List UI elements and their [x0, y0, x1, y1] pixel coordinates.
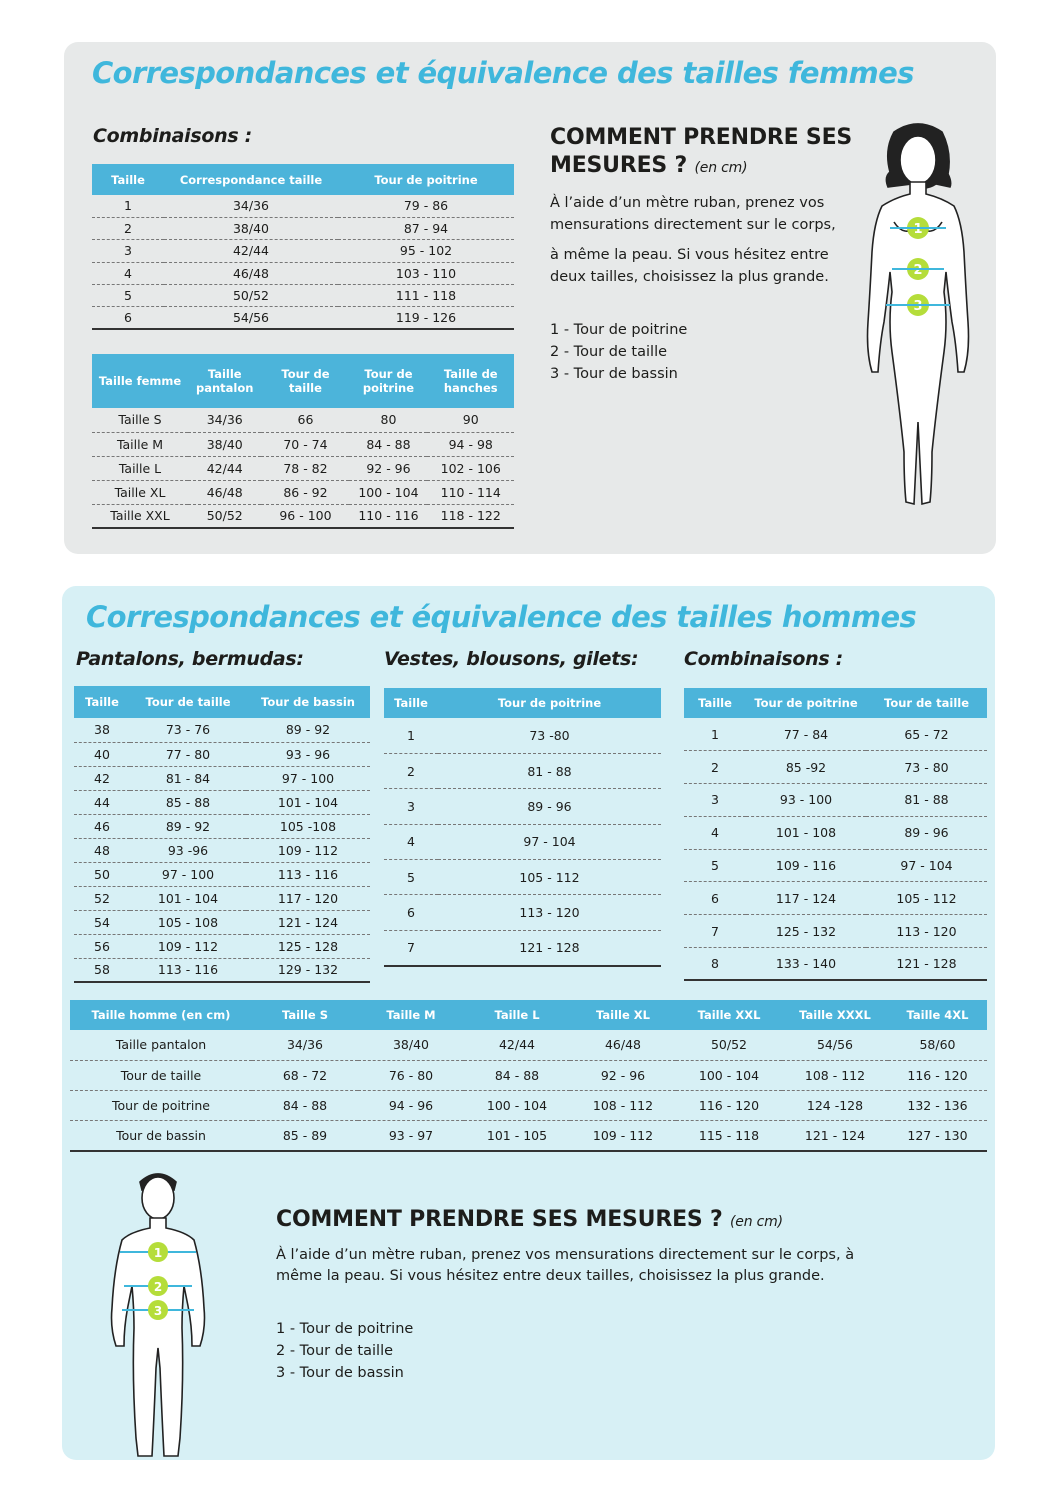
table-cell: 105 - 108	[130, 910, 246, 934]
marker-label: 1	[913, 222, 923, 237]
table-cell: 8	[684, 948, 746, 981]
men-size-panel	[62, 586, 995, 1460]
table-cell: Taille XL	[92, 480, 188, 504]
table-cell: 86 - 92	[261, 480, 349, 504]
marker-label: 1	[153, 1246, 163, 1260]
table-cell: 46/48	[164, 262, 338, 284]
table-cell: 97 - 100	[130, 862, 246, 886]
table-cell: 94 - 98	[427, 432, 514, 456]
table-cell: 113 - 120	[866, 915, 987, 948]
men-title: Correspondances et équivalence des tailles hommes	[86, 600, 917, 634]
table-cell: 89 - 92	[130, 814, 246, 838]
table-row	[74, 886, 370, 910]
table-cell: 84 - 88	[464, 1060, 570, 1090]
table-row	[74, 862, 370, 886]
measure-item: 3 - Tour de bassin	[550, 366, 678, 382]
table-cell: 121 - 124	[782, 1121, 888, 1151]
table-cell: 54	[74, 910, 130, 934]
table-cell: 124 -128	[782, 1090, 888, 1120]
women-howto-title	[550, 124, 852, 182]
men-howto-title	[276, 1206, 783, 1236]
table-cell: 127 - 130	[888, 1121, 987, 1151]
table-cell: 118 - 122	[427, 504, 514, 528]
col-header: Taille XL	[570, 1000, 676, 1030]
table-cell: 93 - 96	[246, 742, 370, 766]
table-cell: 1	[384, 718, 438, 753]
table-cell: 4	[384, 824, 438, 859]
table-cell: Taille XXL	[92, 504, 188, 528]
table-cell: 2	[684, 751, 746, 784]
marker-label: 3	[913, 299, 923, 314]
howto-title-line: MESURES ?	[550, 153, 688, 178]
table-cell: 48	[74, 838, 130, 862]
table-cell: 101 - 105	[464, 1121, 570, 1151]
table-cell: 42/44	[464, 1030, 570, 1060]
measure-item: 3 - Tour de bassin	[276, 1365, 404, 1381]
table-cell: 3	[384, 789, 438, 824]
table-cell: 42/44	[188, 456, 261, 480]
table-cell: 117 - 124	[746, 882, 866, 915]
table-row	[74, 934, 370, 958]
col-header: Tour de poitrine	[746, 688, 866, 718]
woman-figure-illustration	[854, 122, 984, 522]
table-row	[92, 262, 514, 284]
men-howto-para: À l’aide d’un mètre ruban, prenez vos mensurations directement sur le corps, à même la peau. Si vous hésitez entre deux tailles, choisissez la plus grande.	[276, 1247, 855, 1284]
table-cell: 44	[74, 790, 130, 814]
table-cell: 105 - 112	[438, 860, 661, 895]
men-vest-table	[384, 688, 661, 967]
table-cell: 93 - 97	[358, 1121, 464, 1151]
table-cell: 46/48	[188, 480, 261, 504]
table-cell: 6	[684, 882, 746, 915]
table-row	[92, 285, 514, 307]
table-cell: 101 - 104	[130, 886, 246, 910]
col-header: Taille 4XL	[888, 1000, 987, 1030]
table-cell: 76 - 80	[358, 1060, 464, 1090]
table-row	[70, 1030, 987, 1060]
table-cell: 78 - 82	[261, 456, 349, 480]
table-cell: 65 - 72	[866, 718, 987, 751]
table-cell: 42	[74, 766, 130, 790]
women-title: Correspondances et équivalence des tailles femmes	[92, 56, 914, 90]
women-howto-para2: à même la peau. Si vous hésitez entre deux tailles, choisissez la plus grande.	[550, 247, 829, 285]
table-cell: 85 -92	[746, 751, 866, 784]
table-cell: 92 - 96	[349, 456, 427, 480]
col-header: Tour de taille	[261, 354, 349, 408]
table-row	[92, 408, 514, 432]
col-header: Taille	[684, 688, 746, 718]
table-cell: 50/52	[676, 1030, 782, 1060]
col-header: Tour de poitrine	[438, 688, 661, 718]
table-cell: 100 - 104	[349, 480, 427, 504]
col-header: Correspondance taille	[164, 164, 338, 195]
table-cell: 56	[74, 934, 130, 958]
table-cell: 129 - 132	[246, 958, 370, 982]
table-cell: 73 - 76	[130, 718, 246, 742]
table-row	[384, 753, 661, 788]
unit-label: (en cm)	[730, 1214, 783, 1230]
table-cell: 50/52	[188, 504, 261, 528]
table-cell: Taille pantalon	[70, 1030, 252, 1060]
table-cell: 52	[74, 886, 130, 910]
table-row	[92, 480, 514, 504]
table-cell: 38/40	[358, 1030, 464, 1060]
table-row	[74, 790, 370, 814]
table-cell: 84 - 88	[252, 1090, 358, 1120]
table-cell: 3	[684, 784, 746, 817]
table-cell: 109 - 112	[570, 1121, 676, 1151]
col-header: Taille de hanches	[427, 354, 514, 408]
table-row	[684, 816, 987, 849]
table-cell: 105 -108	[246, 814, 370, 838]
table-cell: 70 - 74	[261, 432, 349, 456]
table-cell: 1	[684, 718, 746, 751]
table-cell: 101 - 108	[746, 816, 866, 849]
table-row	[74, 766, 370, 790]
men-size-table	[70, 1000, 987, 1152]
table-cell: 109 - 112	[130, 934, 246, 958]
table-row	[684, 915, 987, 948]
table-row	[70, 1060, 987, 1090]
col-header: Tour de bassin	[246, 686, 370, 718]
col-header: Taille XXXL	[782, 1000, 888, 1030]
table-row	[92, 217, 514, 239]
table-cell: 115 - 118	[676, 1121, 782, 1151]
table-cell: 110 - 114	[427, 480, 514, 504]
table-cell: Tour de taille	[70, 1060, 252, 1090]
col-header: Taille M	[358, 1000, 464, 1030]
table-cell: Taille S	[92, 408, 188, 432]
table-row	[384, 789, 661, 824]
col-header: Taille XXL	[676, 1000, 782, 1030]
col-header: Taille homme (en cm)	[70, 1000, 252, 1030]
table-cell: 89 - 96	[866, 816, 987, 849]
table-row	[684, 849, 987, 882]
table-cell: 77 - 80	[130, 742, 246, 766]
table-cell: 125 - 128	[246, 934, 370, 958]
table-cell: 117 - 120	[246, 886, 370, 910]
table-row	[92, 432, 514, 456]
women-combi-title: Combinaisons :	[93, 125, 252, 147]
col-header: Tour de poitrine	[338, 164, 514, 195]
table-row	[92, 240, 514, 262]
women-size-panel	[64, 42, 996, 554]
col-header: Taille	[384, 688, 438, 718]
measure-item: 1 - Tour de poitrine	[550, 322, 688, 338]
marker-label: 3	[153, 1304, 163, 1318]
table-cell: 102 - 106	[427, 456, 514, 480]
table-cell: 133 - 140	[746, 948, 866, 981]
table-row	[74, 910, 370, 934]
col-header: Taille pantalon	[188, 354, 261, 408]
table-row	[384, 824, 661, 859]
men-vest-title: Vestes, blousons, gilets:	[384, 648, 639, 670]
table-cell: 38/40	[164, 217, 338, 239]
table-cell: 96 - 100	[261, 504, 349, 528]
table-cell: 109 - 112	[246, 838, 370, 862]
table-cell: 111 - 118	[338, 285, 514, 307]
col-header: Taille	[92, 164, 164, 195]
table-cell: 73 - 80	[866, 751, 987, 784]
table-cell: 87 - 94	[338, 217, 514, 239]
howto-title-line: COMMENT PRENDRE SES MESURES ?	[276, 1207, 723, 1232]
table-cell: 105 - 112	[866, 882, 987, 915]
marker-label: 2	[913, 263, 923, 278]
table-row	[74, 814, 370, 838]
table-row	[92, 307, 514, 329]
table-cell: 34/36	[252, 1030, 358, 1060]
table-cell: 7	[384, 930, 438, 965]
table-cell: 68 - 72	[252, 1060, 358, 1090]
table-cell: 80	[349, 408, 427, 432]
table-cell: 1	[92, 195, 164, 217]
table-row	[70, 1121, 987, 1151]
table-cell: 84 - 88	[349, 432, 427, 456]
table-cell: 5	[684, 849, 746, 882]
women-howto-para1: À l’aide d’un mètre ruban, prenez vos mensurations directement sur le corps,	[550, 195, 836, 233]
table-cell: 4	[92, 262, 164, 284]
table-cell: 100 - 104	[464, 1090, 570, 1120]
table-cell: 73 -80	[438, 718, 661, 753]
table-cell: 38	[74, 718, 130, 742]
table-cell: 54/56	[164, 307, 338, 329]
marker-label: 2	[153, 1280, 163, 1294]
table-cell: 116 - 120	[888, 1060, 987, 1090]
table-cell: 54/56	[782, 1030, 888, 1060]
table-cell: 93 - 100	[746, 784, 866, 817]
table-cell: 92 - 96	[570, 1060, 676, 1090]
women-combi-table	[92, 164, 514, 330]
table-cell: 108 - 112	[570, 1090, 676, 1120]
table-cell: 5	[384, 860, 438, 895]
col-header: Tour de taille	[130, 686, 246, 718]
table-cell: Taille L	[92, 456, 188, 480]
table-cell: 50	[74, 862, 130, 886]
col-header: Taille femme	[92, 354, 188, 408]
table-cell: 94 - 96	[358, 1090, 464, 1120]
table-cell: 116 - 120	[676, 1090, 782, 1120]
table-cell: 58	[74, 958, 130, 982]
table-cell: 34/36	[164, 195, 338, 217]
table-cell: 97 - 104	[866, 849, 987, 882]
table-cell: 132 - 136	[888, 1090, 987, 1120]
table-cell: 81 - 84	[130, 766, 246, 790]
table-cell: 42/44	[164, 240, 338, 262]
table-cell: 85 - 88	[130, 790, 246, 814]
table-row	[384, 860, 661, 895]
table-row	[384, 895, 661, 930]
table-cell: 46	[74, 814, 130, 838]
col-header: Taille	[74, 686, 130, 718]
table-cell: 97 - 100	[246, 766, 370, 790]
table-row	[74, 838, 370, 862]
table-cell: 108 - 112	[782, 1060, 888, 1090]
table-cell: 119 - 126	[338, 307, 514, 329]
men-combi-table	[684, 688, 987, 981]
table-cell: 95 - 102	[338, 240, 514, 262]
table-cell: 40	[74, 742, 130, 766]
men-pant-table	[74, 686, 370, 983]
table-row	[74, 718, 370, 742]
table-cell: Tour de bassin	[70, 1121, 252, 1151]
table-cell: 81 - 88	[866, 784, 987, 817]
table-cell: 110 - 116	[349, 504, 427, 528]
table-cell: 6	[384, 895, 438, 930]
table-cell: 50/52	[164, 285, 338, 307]
man-figure-illustration	[102, 1168, 214, 1460]
measure-item: 1 - Tour de poitrine	[276, 1321, 414, 1337]
table-cell: 113 - 120	[438, 895, 661, 930]
table-cell: 3	[92, 240, 164, 262]
table-row	[684, 948, 987, 981]
howto-title-line: COMMENT PRENDRE SES	[550, 125, 853, 150]
table-row	[92, 504, 514, 528]
table-row	[92, 195, 514, 217]
men-combi-title: Combinaisons :	[684, 648, 843, 670]
table-cell: 97 - 104	[438, 824, 661, 859]
table-cell: 113 - 116	[246, 862, 370, 886]
measure-item: 2 - Tour de taille	[550, 344, 668, 360]
table-cell: 38/40	[188, 432, 261, 456]
table-cell: 93 -96	[130, 838, 246, 862]
table-cell: 79 - 86	[338, 195, 514, 217]
table-cell: 121 - 128	[866, 948, 987, 981]
table-cell: 101 - 104	[246, 790, 370, 814]
table-row	[92, 456, 514, 480]
table-cell: 6	[92, 307, 164, 329]
men-measure-list	[276, 1318, 413, 1384]
table-cell: 7	[684, 915, 746, 948]
table-cell: 2	[384, 753, 438, 788]
table-row	[74, 958, 370, 982]
table-cell: Tour de poitrine	[70, 1090, 252, 1120]
table-cell: 113 - 116	[130, 958, 246, 982]
table-cell: 46/48	[570, 1030, 676, 1060]
table-row	[684, 751, 987, 784]
table-cell: 5	[92, 285, 164, 307]
table-cell: 85 - 89	[252, 1121, 358, 1151]
table-cell: 4	[684, 816, 746, 849]
table-cell: 100 - 104	[676, 1060, 782, 1090]
measure-item: 2 - Tour de taille	[276, 1343, 394, 1359]
col-header: Taille S	[252, 1000, 358, 1030]
table-cell: 81 - 88	[438, 753, 661, 788]
women-sizes-table	[92, 354, 514, 529]
table-cell: 2	[92, 217, 164, 239]
table-cell: 103 - 110	[338, 262, 514, 284]
table-cell: 58/60	[888, 1030, 987, 1060]
table-cell: 109 - 116	[746, 849, 866, 882]
table-row	[684, 718, 987, 751]
table-row	[384, 930, 661, 965]
table-cell: 121 - 128	[438, 930, 661, 965]
table-row	[684, 784, 987, 817]
table-cell: 89 - 96	[438, 789, 661, 824]
table-cell: 66	[261, 408, 349, 432]
col-header: Tour de taille	[866, 688, 987, 718]
table-cell: 125 - 132	[746, 915, 866, 948]
col-header: Tour de poitrine	[349, 354, 427, 408]
table-cell: Taille M	[92, 432, 188, 456]
table-row	[684, 882, 987, 915]
table-cell: 121 - 124	[246, 910, 370, 934]
unit-label: (en cm)	[694, 160, 748, 176]
table-cell: 89 - 92	[246, 718, 370, 742]
table-cell: 90	[427, 408, 514, 432]
table-cell: 34/36	[188, 408, 261, 432]
men-pant-title: Pantalons, bermudas:	[76, 648, 304, 670]
table-row	[70, 1090, 987, 1120]
col-header: Taille L	[464, 1000, 570, 1030]
table-row	[384, 718, 661, 753]
table-row	[74, 742, 370, 766]
women-measure-list	[550, 319, 687, 385]
table-cell: 77 - 84	[746, 718, 866, 751]
